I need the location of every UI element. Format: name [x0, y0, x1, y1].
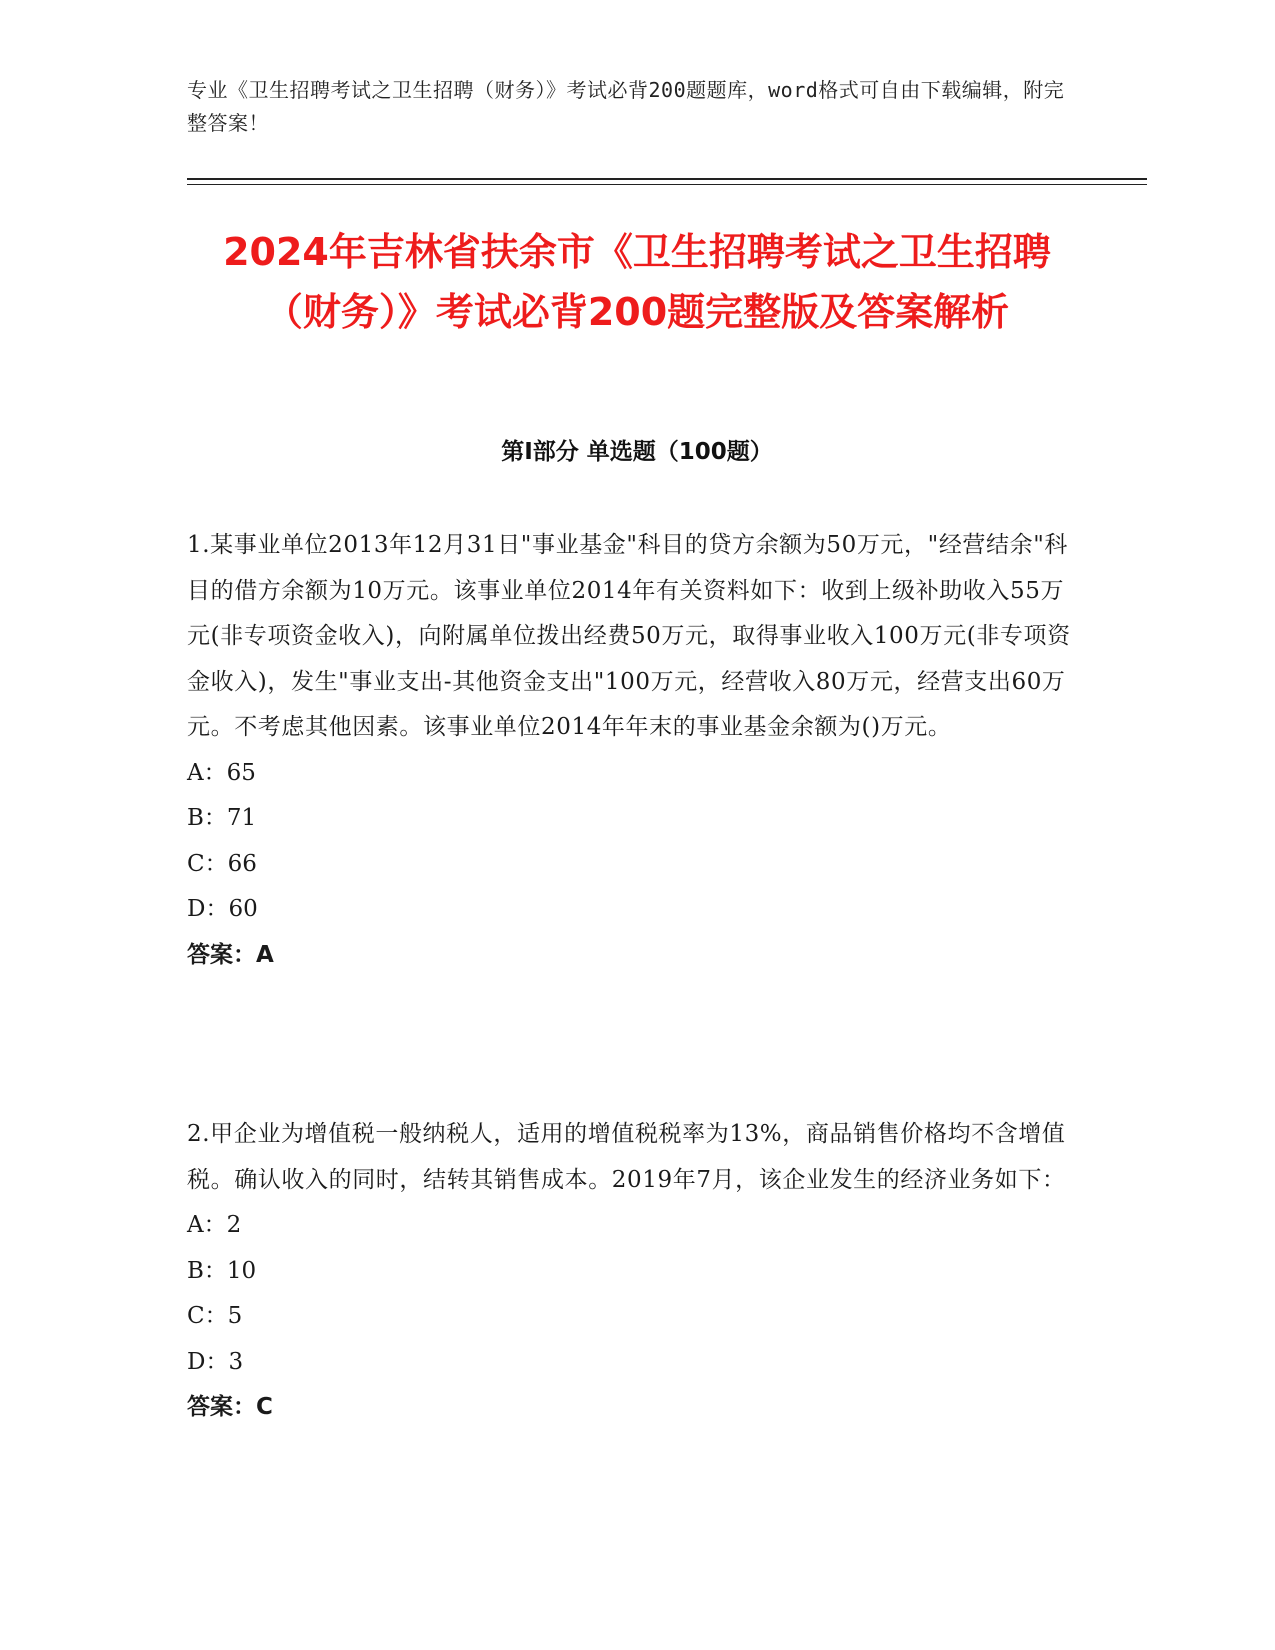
option-list — [187, 1203, 1087, 1385]
header-note: 专业《卫生招聘考试之卫生招聘（财务）》考试必背200题题库，word格式可自由下载编辑，附完整答案！ — [187, 78, 1065, 135]
question-block — [187, 1112, 1087, 1431]
option-d: D：60 — [187, 896, 258, 922]
option-list — [187, 751, 1087, 933]
option-c: C：5 — [187, 1303, 243, 1329]
question-stem: 2.甲企业为增值税一般纳税人，适用的增值税税率为13%，商品销售价格均不含增值税。确认收入的同时，结转其销售成本。2019年7月，该企业发生的经济业务如下： — [187, 1121, 1066, 1193]
header-divider-thin — [187, 184, 1147, 185]
header-divider-thick — [187, 178, 1147, 180]
option-b: B：71 — [187, 805, 257, 831]
option-a: A：2 — [187, 1212, 242, 1238]
question-stem: 1.某事业单位2013年12月31日"事业基金"科目的贷方余额为50万元，"经营结余"科目的借方余额为10万元。该事业单位2014年有关资料如下：收到上级补助收入55万元(非专项资金收入)，向附属单位拨出经费50万元，取得事业收入100万元(非专项资金收入)，发生"事业支出-其他资金支出"100万元，经营收入80万元，经营支出60万元。不考虑其他因素。该事业单位2014年年末的事业基金余额为()万元。 — [187, 532, 1071, 740]
question-block — [187, 523, 1087, 978]
option-d: D：3 — [187, 1348, 244, 1375]
option-b: B：10 — [187, 1257, 257, 1284]
option-c: C：66 — [187, 850, 257, 877]
document-title: 2024年吉林省扶余市《卫生招聘考试之卫生招聘（财务）》考试必背200题完整版及答案解析 — [223, 230, 1051, 334]
option-a: A：65 — [187, 759, 256, 786]
answer-line: 答案：C — [187, 1394, 273, 1420]
section-heading: 第I部分 单选题（100题） — [501, 439, 773, 465]
answer-line: 答案：A — [187, 941, 274, 968]
